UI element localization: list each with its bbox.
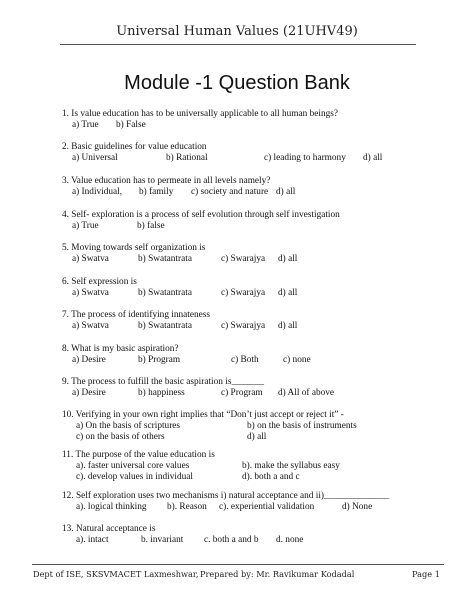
header-divider: [60, 44, 416, 45]
question-5-option-c: c) Swarajya: [221, 254, 266, 264]
question-2-option-b: b) Rational: [166, 153, 208, 163]
question-3: 3. Value education has to permeate in all levels namely?: [62, 176, 271, 186]
question-8-option-a: a) Desire: [72, 355, 106, 365]
question-12: 12. Self exploration uses two mechanisms i) natural acceptance and ii)______________: [62, 491, 390, 501]
question-10-option-c: c) on the basis of others: [76, 432, 165, 442]
question-12-option-d: d) None: [342, 502, 373, 512]
question-4: 4. Self- exploration is a process of self evolution through self investigation: [62, 210, 340, 220]
question-7-option-d: d) all: [278, 321, 298, 331]
footer-divider: [32, 564, 444, 565]
question-3-option-d: d) all: [276, 187, 296, 197]
question-11: 11. The purpose of the value education is: [62, 450, 215, 460]
question-9-option-a: a) Desire: [72, 388, 106, 398]
question-9-option-b: b) happiness: [138, 388, 185, 398]
page-header: Universal Human Values (21UHV49): [116, 24, 358, 39]
question-11-option-b: b). make the syllabus easy: [242, 461, 340, 471]
question-8-option-d: c) none: [283, 355, 311, 365]
question-8-option-b: b) Program: [138, 355, 181, 365]
question-11-option-a: a). faster universal core values: [76, 461, 190, 471]
question-2-option-a: a) Universal: [72, 153, 118, 163]
question-8-option-c: c) Both: [231, 355, 259, 365]
question-13-option-b: b. invariant: [141, 535, 184, 545]
question-9: 9. The process to fulfill the basic aspiration is_______: [62, 377, 264, 387]
question-2-option-c: c) leading to harmony: [264, 153, 346, 163]
question-3-option-a: a) Individual,: [72, 187, 123, 197]
question-13-option-a: a). intact: [76, 535, 109, 545]
question-7-option-a: a) Swatva: [72, 321, 109, 331]
question-12-option-b: b). Reason: [167, 502, 207, 512]
question-9-option-d: d) All of above: [278, 388, 335, 398]
question-7: 7. The process of identifying innateness: [62, 310, 211, 320]
question-12-option-a: a). logical thinking: [76, 502, 147, 512]
page-title: Module -1 Question Bank: [124, 72, 350, 94]
question-1-option-b: b) False: [116, 120, 146, 130]
footer-prepared-by: Prepared by: Mr. Ravikumar Kodadal: [200, 569, 355, 579]
question-6: 6. Self expression is: [62, 277, 137, 287]
question-11-option-d: d). both a and c: [242, 472, 300, 482]
question-1-option-a: a) True: [72, 120, 99, 130]
question-10-option-a: a) On the basis of scriptures: [76, 421, 181, 431]
question-2: 2. Basic guidelines for value education: [62, 142, 207, 152]
question-11-option-c: c). develop values in individual: [76, 472, 193, 482]
question-10-option-d: d) all: [247, 432, 267, 442]
question-4-option-a: a) True: [72, 221, 99, 231]
question-12-option-c: c). experiential validation: [219, 502, 315, 512]
question-7-option-c: c) Swarajya: [221, 321, 266, 331]
question-6-option-a: a) Swatva: [72, 288, 109, 298]
question-5-option-d: d) all: [278, 254, 298, 264]
question-13-option-d: d. none: [276, 535, 304, 545]
question-6-option-c: c) Swarajya: [221, 288, 266, 298]
question-4-option-b: b) false: [137, 221, 165, 231]
footer-department: Dept of ISE, SKSVMACET Laxmeshwar,: [33, 569, 199, 579]
question-3-option-c: c) society and nature: [191, 187, 269, 197]
question-13: 13. Natural acceptance is: [62, 524, 156, 534]
question-5: 5. Moving towards self organization is: [62, 243, 206, 253]
question-8: 8. What is my basic aspiration?: [62, 344, 179, 354]
question-10-option-b: b) on the basis of instruments: [247, 421, 357, 431]
question-6-option-d: d) all: [278, 288, 298, 298]
question-6-option-b: b) Swatantrata: [138, 288, 192, 298]
question-13-option-c: c. both a and b: [204, 535, 259, 545]
question-7-option-b: b) Swatantrata: [138, 321, 192, 331]
question-2-option-d: d) all: [363, 153, 383, 163]
question-10: 10. Verifying in your own right implies that “Don’t just accept or reject it” -: [62, 410, 344, 420]
footer-page-number: Page 1: [412, 569, 440, 579]
question-5-option-a: a) Swatva: [72, 254, 109, 264]
question-3-option-b: b) family: [139, 187, 174, 197]
question-1: 1. Is value education has to be universally applicable to all human beings?: [62, 109, 338, 119]
question-9-option-c: c) Program: [221, 388, 263, 398]
question-5-option-b: b) Swatantrata: [138, 254, 192, 264]
